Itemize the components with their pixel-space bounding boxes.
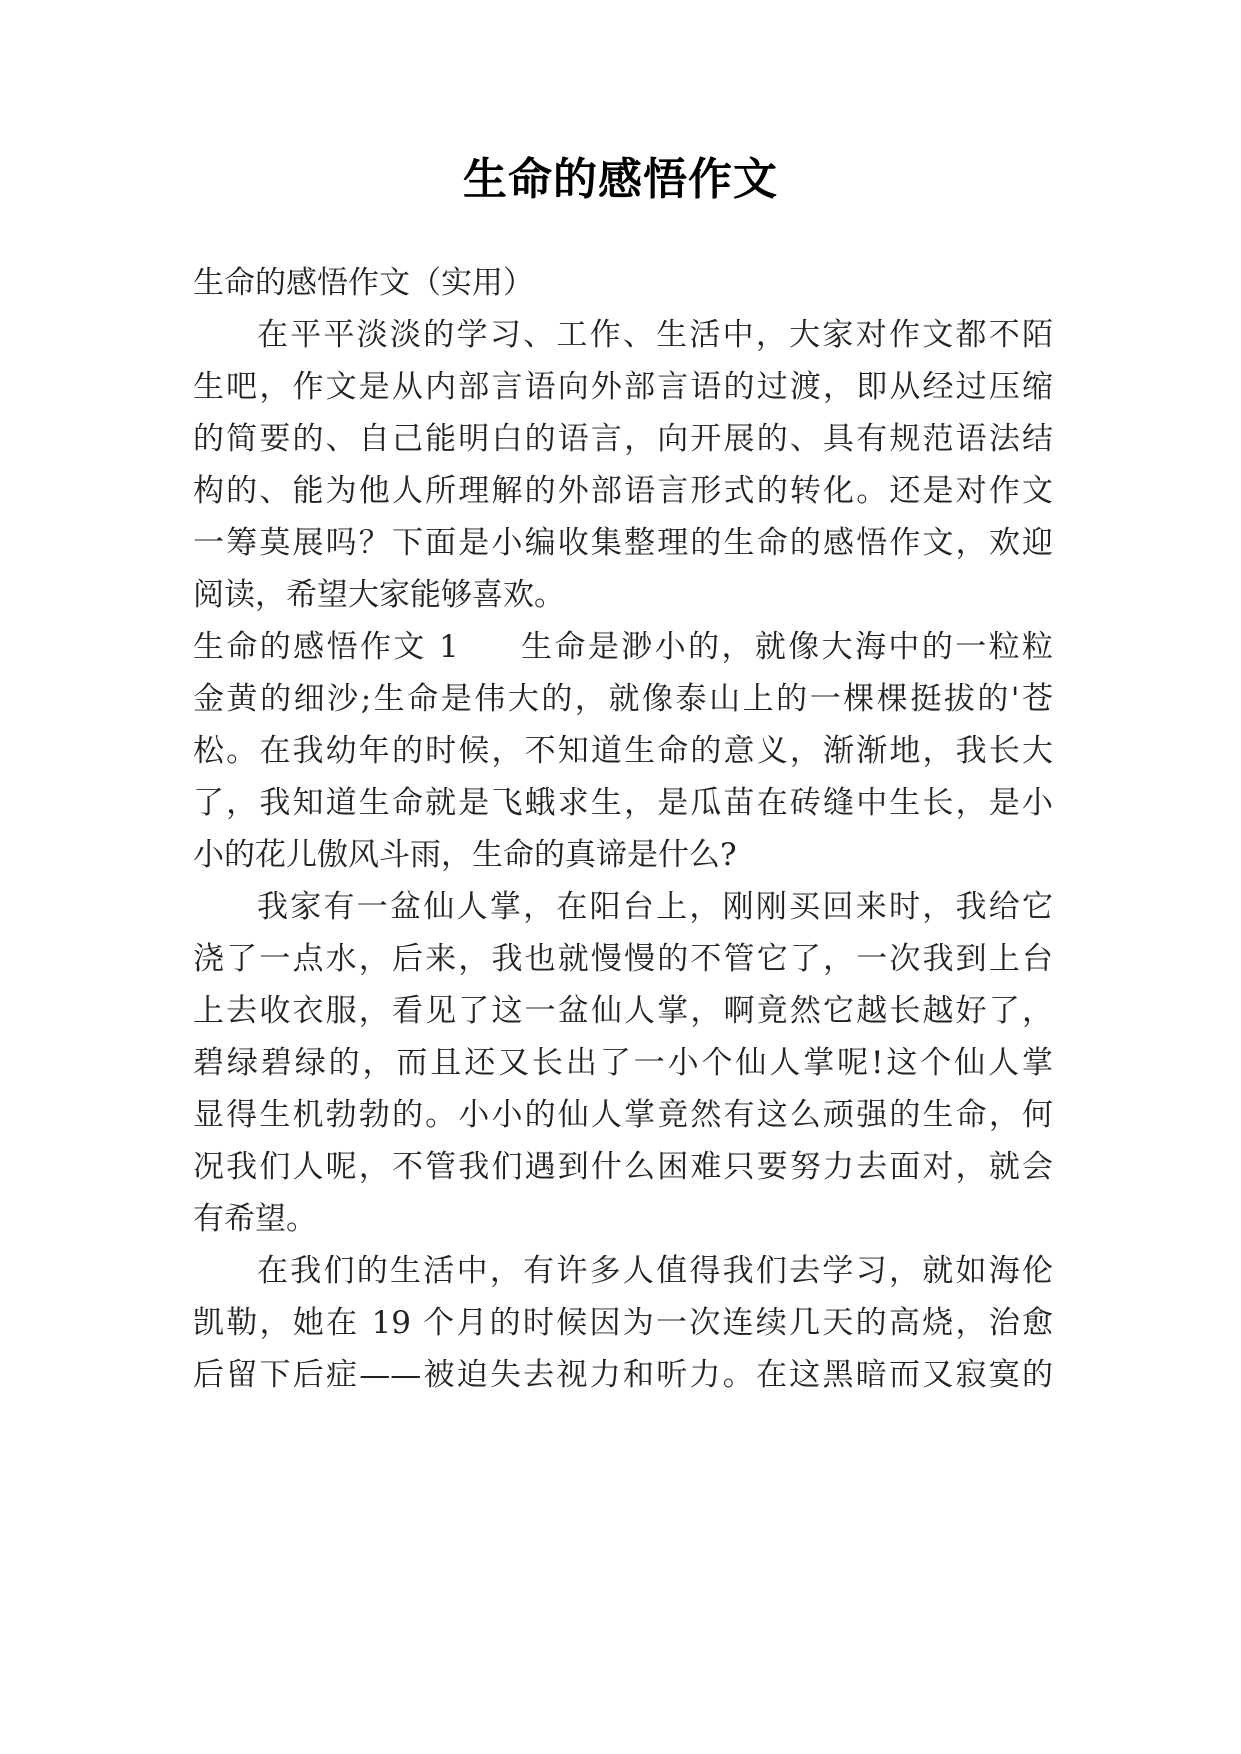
paragraph-line: 金黄的细沙;生命是伟大的，就像泰山上的一棵棵挺拔的'苍 — [193, 681, 1053, 717]
paragraph-start: 生命是渺小的，就像大海中的一粒粒 — [518, 629, 1053, 665]
section-heading: 生命的感悟作文 1 — [193, 629, 459, 665]
paragraph-line: 浇了一点水，后来，我也就慢慢的不管它了，一次我到上台 — [193, 941, 1053, 977]
paragraph-line: 上去收衣服，看见了这一盆仙人掌，啊竟然它越长越好了， — [193, 993, 1053, 1029]
paragraph-line: 构的、能为他人所理解的外部语言形式的转化。还是对作文 — [193, 473, 1053, 509]
paragraph-line: 小的花儿傲风斗雨，生命的真谛是什么? — [193, 837, 737, 873]
paragraph-line: 凯勒，她在 19 个月的时候因为一次连续几天的高烧，治愈 — [193, 1305, 1053, 1341]
paragraph-line: 一筹莫展吗？下面是小编收集整理的生命的感悟作文，欢迎 — [193, 525, 1053, 561]
paragraph-line: 生吧，作文是从内部言语向外部言语的过渡，即从经过压缩 — [193, 369, 1053, 405]
paragraph-line: 阅读，希望大家能够喜欢。 — [193, 577, 565, 613]
paragraph-line: 松。在我幼年的时候，不知道生命的意义，渐渐地，我长大 — [193, 733, 1053, 769]
subtitle-line: 生命的感悟作文（实用） — [193, 265, 534, 301]
paragraph-line: 在我们的生活中，有许多人值得我们去学习，就如海伦 — [257, 1253, 1053, 1289]
document-title: 生命的感悟作文 — [463, 154, 778, 205]
paragraph-line: 的简要的、自己能明白的语言，向开展的、具有规范语法结 — [193, 421, 1053, 457]
paragraph-line: 后留下后症——被迫失去视力和听力。在这黑暗而又寂寞的 — [193, 1357, 1053, 1393]
section-heading-line — [193, 618, 1053, 676]
paragraph-line: 了，我知道生命就是飞蛾求生，是瓜苗在砖缝中生长，是小 — [193, 785, 1053, 821]
paragraph-line: 有希望。 — [193, 1201, 317, 1237]
paragraph-line: 况我们人呢，不管我们遇到什么困难只要努力去面对，就会 — [193, 1149, 1053, 1185]
paragraph-line: 碧绿碧绿的，而且还又长出了一小个仙人掌呢!这个仙人掌 — [193, 1045, 1053, 1081]
paragraph-line: 显得生机勃勃的。小小的仙人掌竟然有这么顽强的生命，何 — [193, 1097, 1053, 1133]
paragraph-line: 在平平淡淡的学习、工作、生活中，大家对作文都不陌 — [257, 317, 1053, 353]
paragraph-line: 我家有一盆仙人掌，在阳台上，刚刚买回来时，我给它 — [257, 889, 1053, 925]
